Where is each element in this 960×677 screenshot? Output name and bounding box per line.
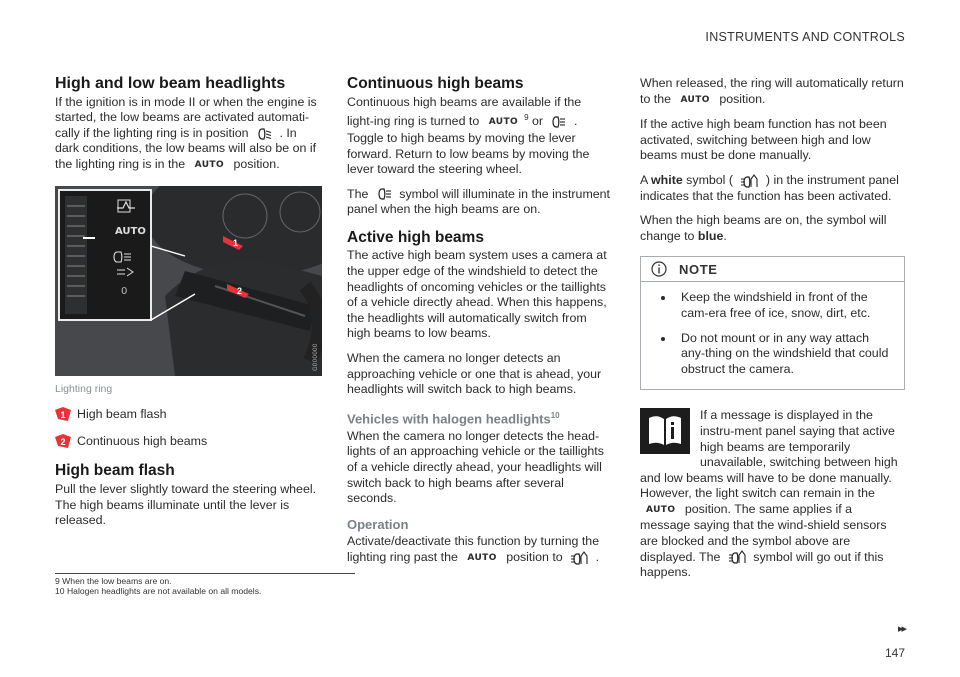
auto-label: AUTO xyxy=(646,504,676,515)
paragraph-continuous: Continuous high beams are available if the light-ing ring is turned to AUTO $^9$ or . Toggle to high beams by moving the lever forward. Return to low beams by moving the lever toward the steering wheel. xyxy=(347,94,590,177)
section-header: INSTRUMENTS AND CONTROLS xyxy=(705,30,905,44)
subtitle-operation: Operation xyxy=(347,516,409,532)
page-number: 147 xyxy=(884,646,905,660)
active-high-beam-icon xyxy=(570,551,588,565)
paragraph-halogen: When the camera no longer detects the head-lights of an approaching vehicle or the taillights of a vehicle directly ahead, your headlights will switch back to high beams after several seconds. xyxy=(347,428,604,506)
footnote-9: 9 When the low beams are on. xyxy=(55,576,172,586)
paragraph-active-1: The active high beam system uses a camera at the upper edge of the windshield to detect the headlights of oncoming vehicles or the taillights of a vehicle directly ahead. When this happens, the headlights will automatically switch from high beams to low beams. xyxy=(347,248,607,341)
owners-manual-message-block: If a message is displayed in the instru-ment panel saying that active high beams are temporarily unavailable, switching between high and low beams will have to be done manually. However, the light switch can remain in the AUTO position. The same applies if a message saying that the wind-shield sensors are blocked and the symbol above are displayed. The symbol will go out if this happens. xyxy=(640,408,898,580)
paragraph-operation: Activate/deactivate this function by turning the lighting ring past the AUTO position to . xyxy=(347,534,600,564)
note-box xyxy=(640,256,905,390)
auto-label: AUTO xyxy=(467,552,497,563)
auto-label: AUTO xyxy=(488,117,519,128)
note-list xyxy=(641,282,904,389)
info-icon xyxy=(651,261,667,277)
section-title-high-beam-flash: High beam flash xyxy=(55,462,175,480)
ring-auto-label: AUTO xyxy=(115,225,146,237)
footnote-ref-10[interactable]: 10 xyxy=(550,410,560,420)
svg-text:2: 2 xyxy=(60,436,66,447)
callout-1 xyxy=(55,407,320,423)
callout-1-text: High beam flash xyxy=(77,407,167,422)
read-manual-icon xyxy=(640,408,690,454)
subtitle-halogen: Vehicles with halogen headlights$^{10}$ xyxy=(347,410,560,427)
footnotes xyxy=(55,573,355,596)
low-beam-icon xyxy=(256,128,272,140)
auto-label: AUTO xyxy=(680,94,710,105)
auto-label: AUTO xyxy=(194,159,225,170)
paragraph-white-symbol: A white symbol ( ) in the instrument panel indicates that the function has been activated. xyxy=(640,172,899,203)
callout-2 xyxy=(55,434,320,450)
footnote-ref-9[interactable]: 9 xyxy=(524,113,529,123)
callout-1-badge xyxy=(55,407,71,421)
active-high-beam-icon xyxy=(728,550,746,564)
callout-2-text: Continuous high beams xyxy=(77,433,208,448)
svg-text:1: 1 xyxy=(60,410,66,421)
figure-caption: Lighting ring xyxy=(55,382,113,395)
next-page-arrows[interactable]: ▸▸ xyxy=(897,623,905,635)
figure-code: G000000 xyxy=(312,343,319,371)
section-title-continuous-high-beams: Continuous high beams xyxy=(347,75,524,92)
section-title-active-high-beams: Active high beams xyxy=(347,228,484,246)
paragraph-symbol: The symbol will illuminate in the instrument panel when the high beams are on. xyxy=(347,186,610,217)
lighting-ring-illustration xyxy=(55,186,322,376)
ring-zero-label: 0 xyxy=(121,285,128,297)
high-beam-icon xyxy=(550,116,566,128)
callout-marker-2: 2 xyxy=(237,285,243,296)
paragraph-not-activated: If the active high beam function has not been activated, switching between high and low beams must be done manually. xyxy=(640,117,887,163)
section-title-high-low-beams: High and low beam headlights xyxy=(55,75,286,92)
active-high-beam-icon xyxy=(740,174,758,188)
column-2 xyxy=(347,76,611,575)
paragraph-high-beam-flash: Pull the lever slightly toward the steering wheel. The high beams illuminate until the lever is released. xyxy=(55,481,317,528)
callout-2-badge xyxy=(55,434,71,448)
column-1 xyxy=(55,76,320,538)
callout-marker-1: 1 xyxy=(233,237,239,248)
note-header: NOTE xyxy=(641,257,904,282)
paragraph-intro: If the ignition is in mode II or when the engine is started, the low beams are activated automati-cally if the lighting ring is in position . In dark conditions, the low beams will also be on if the lighting ring is in the AUTO position. xyxy=(55,94,317,171)
paragraph-release: When released, the ring will automatically return to the AUTO position. xyxy=(640,76,904,106)
footnote-10: 10 Halogen headlights are not available on all models. xyxy=(55,586,262,596)
note-item: • Do not mount or in any way attach any-thing on the windshield that could obstruct the camera. xyxy=(675,331,890,378)
column-3 xyxy=(640,76,905,581)
paragraph-active-2: When the camera no longer detects an approaching vehicle or one that is ahead, your headlights will switch back to high beams. xyxy=(347,351,602,397)
paragraph-blue-symbol: When the high beams are on, the symbol will change to blue. xyxy=(640,213,887,243)
lighting-ring-drawing xyxy=(55,186,322,376)
high-beam-icon xyxy=(376,188,392,200)
note-item: • Keep the windshield in front of the cam-era free of ice, snow, dirt, etc. xyxy=(675,290,890,321)
